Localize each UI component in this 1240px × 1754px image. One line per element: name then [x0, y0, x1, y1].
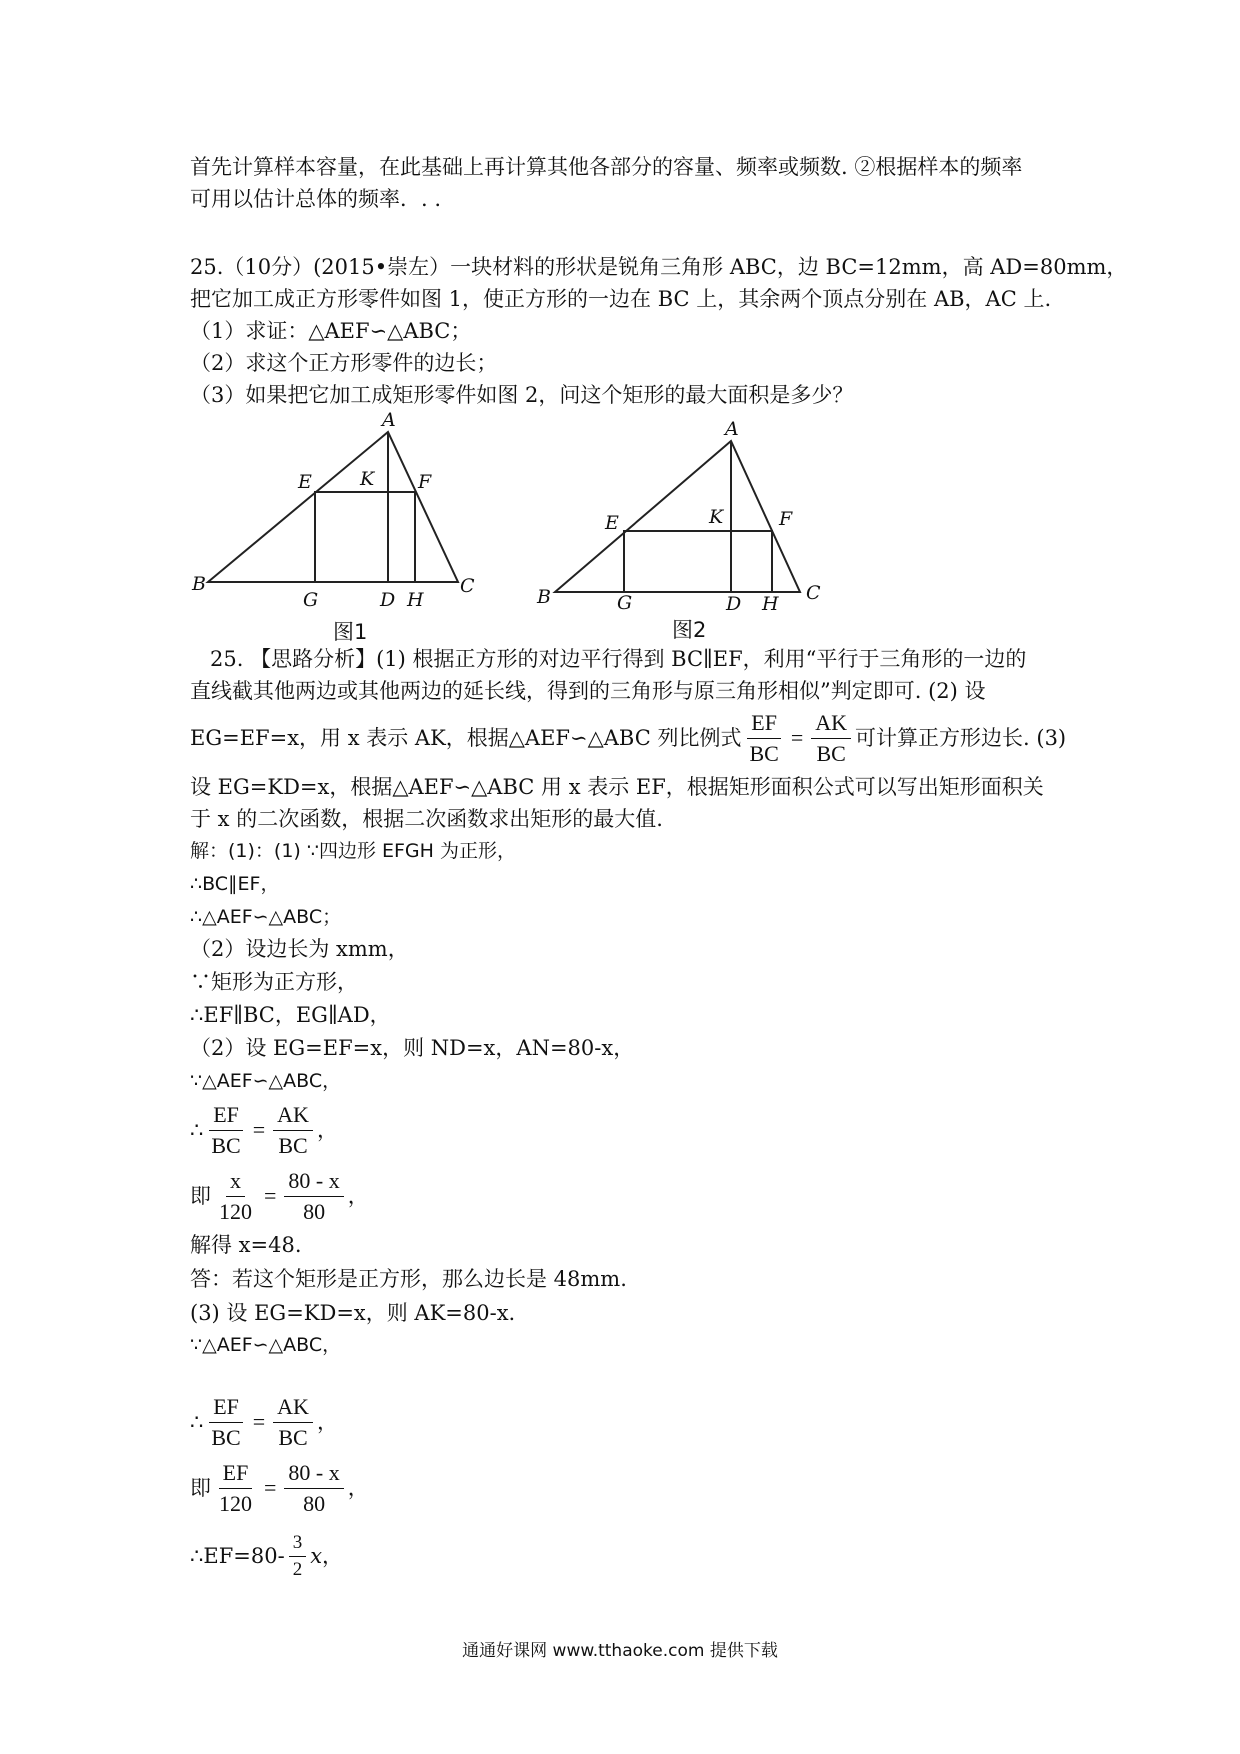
equals-sign: = [252, 1409, 266, 1434]
comma: ， [316, 1118, 338, 1142]
problem-line-1: 25.（10分）(2015•崇左）一块材料的形状是锐角三角形 ABC，边 BC=12mm，高 AD=80mm， [190, 255, 1128, 279]
numerator: x [226, 1168, 245, 1197]
denominator: BC [211, 1132, 241, 1158]
fraction-80mx-80 [284, 1168, 343, 1225]
fig2-label-G: G [617, 592, 633, 614]
namely-prefix: 即 [190, 1184, 211, 1208]
denominator: 80 [303, 1198, 326, 1224]
question-3: （3）如果把它加工成矩形零件如图 2，问这个矩形的最大面积是多少？ [190, 383, 854, 407]
numerator: AK [811, 710, 851, 739]
numerator: EF [209, 1394, 243, 1423]
variable-x: x [310, 1544, 323, 1568]
numerator: AK [273, 1394, 313, 1423]
fraction-ef-120 [215, 1460, 256, 1517]
solution-line-6: ∴EF∥BC，EG∥AD， [190, 1003, 391, 1027]
numerator: EF [219, 1460, 253, 1489]
analysis-line-3-post: 可计算正方形边长. (3) [855, 726, 1067, 750]
fig2-label-E: E [605, 512, 619, 534]
denominator: 80 [303, 1490, 326, 1516]
solution-eq-3 [190, 1390, 338, 1454]
solution-line-1: 解：(1)：(1) ∵四边形 EFGH 为正形， [190, 840, 516, 862]
fig1-label-K: K [360, 468, 375, 490]
equals-sign: = [790, 725, 804, 750]
fig2-label-B: B [537, 586, 551, 608]
denominator: BC [211, 1424, 241, 1450]
comma: ， [347, 1476, 369, 1500]
fig1-label-D: D [380, 589, 396, 611]
comma: ， [322, 1544, 344, 1568]
numerator: AK [273, 1102, 313, 1131]
solution-eq-4 [190, 1456, 369, 1520]
fig2-label-H: H [762, 593, 779, 615]
analysis-line-3-pre: EG=EF=x，用 x 表示 AK，根据△AEF∽△ABC 列比例式 [190, 726, 742, 750]
denominator: BC [278, 1424, 308, 1450]
fig2-label-C: C [806, 582, 821, 604]
intro-line-2: 可用以估计总体的频率．. . [190, 187, 442, 211]
solution-line-4: （2）设边长为 xmm， [190, 937, 409, 961]
solution-line-2: ∴BC∥EF， [190, 873, 280, 895]
numerator: 80 - x [284, 1460, 343, 1489]
analysis-line-4: 设 EG=KD=x，根据△AEF∽△ABC 用 x 表示 EF，根据矩形面积公式可以写出矩形面积关 [190, 775, 1044, 799]
solution-eq-2 [190, 1164, 369, 1228]
fraction-ak-bc [273, 1102, 313, 1159]
problem-line-2: 把它加工成正方形零件如图 1，使正方形的一边在 BC 上，其余两个顶点分别在 AB，AC 上. [190, 287, 1052, 311]
fraction-ef-bc [745, 710, 782, 767]
analysis-line-2: 直线截其他两边或其他两边的延长线，得到的三角形与原三角形相似”判定即可. (2) 设 [190, 679, 986, 703]
intro-line-1: 首先计算样本容量，在此基础上再计算其他各部分的容量、频率或频数. ②根据样本的频率 [190, 155, 1023, 179]
fraction-ef-bc [207, 1102, 244, 1159]
fraction-ef-bc [207, 1394, 244, 1451]
namely-prefix: 即 [190, 1476, 211, 1500]
fig2-label-F: F [779, 508, 793, 530]
fig2-label-A: A [725, 418, 739, 440]
fraction-ak-bc [811, 710, 851, 767]
fig1-label-C: C [460, 575, 475, 597]
fig1-label-G: G [303, 589, 319, 611]
equals-sign: = [252, 1117, 266, 1142]
comma: ， [347, 1184, 369, 1208]
numerator: 80 - x [284, 1168, 343, 1197]
comma: ， [316, 1410, 338, 1434]
solution-line-3: ∴△AEF∽△ABC； [190, 906, 342, 928]
denominator: BC [278, 1132, 308, 1158]
numerator: EF [747, 710, 781, 739]
numerator: 3 [289, 1532, 307, 1557]
denominator: BC [816, 740, 846, 766]
solution-eq-5 [190, 1524, 343, 1588]
ef-expression-prefix: ∴EF=80- [190, 1544, 285, 1568]
analysis-line-3 [190, 706, 1066, 770]
figure-2-caption: 图2 [672, 618, 707, 642]
solution-line-13: (3) 设 EG=KD=x，则 AK=80-x. [190, 1301, 516, 1325]
question-2: （2）求这个正方形零件的边长； [190, 351, 498, 375]
solution-line-8: ∵△AEF∽△ABC， [190, 1070, 342, 1092]
analysis-line-1: 25. 【思路分析】(1) 根据正方形的对边平行得到 BC∥EF，利用“平行于三角形的一边的 [210, 647, 1027, 671]
denominator: 2 [292, 1558, 303, 1580]
solution-line-14: ∵△AEF∽△ABC， [190, 1334, 342, 1356]
fig2-label-K: K [709, 506, 724, 528]
fraction-x-120 [215, 1168, 256, 1225]
question-1: （1）求证：△AEF∽△ABC； [190, 319, 472, 343]
solution-eq-1 [190, 1098, 338, 1162]
therefore-sign: ∴ [190, 1410, 204, 1434]
fraction-80mx-80 [284, 1460, 343, 1517]
analysis-line-5: 于 x 的二次函数，根据二次函数求出矩形的最大值. [190, 807, 663, 831]
fig1-label-A: A [382, 409, 396, 431]
figure-2 [0, 0, 1240, 660]
solution-line-12: 答：若这个矩形是正方形，那么边长是 48mm. [190, 1267, 627, 1291]
fig2-label-D: D [726, 593, 742, 615]
denominator: 120 [219, 1198, 252, 1224]
fraction-ak-bc [273, 1394, 313, 1451]
denominator: BC [749, 740, 779, 766]
numerator: EF [209, 1102, 243, 1131]
denominator: 120 [219, 1490, 252, 1516]
fig1-label-F: F [418, 471, 432, 493]
equals-sign: = [264, 1475, 277, 1500]
therefore-sign: ∴ [190, 1118, 204, 1142]
equals-sign: = [264, 1183, 277, 1208]
page-footer: 通通好课网 www.tthaoke.com 提供下载 [462, 1641, 778, 1661]
solution-line-11: 解得 x=48. [190, 1233, 302, 1257]
solution-line-5: ∵矩形为正方形， [190, 970, 358, 994]
fig1-label-B: B [192, 573, 206, 595]
fig1-label-E: E [298, 471, 312, 493]
solution-line-7: （2）设 EG=EF=x，则 ND=x，AN=80-x， [190, 1036, 635, 1060]
fraction-3-2 [289, 1532, 307, 1581]
figure-1-caption: 图1 [333, 620, 368, 644]
fig1-label-H: H [407, 589, 424, 611]
